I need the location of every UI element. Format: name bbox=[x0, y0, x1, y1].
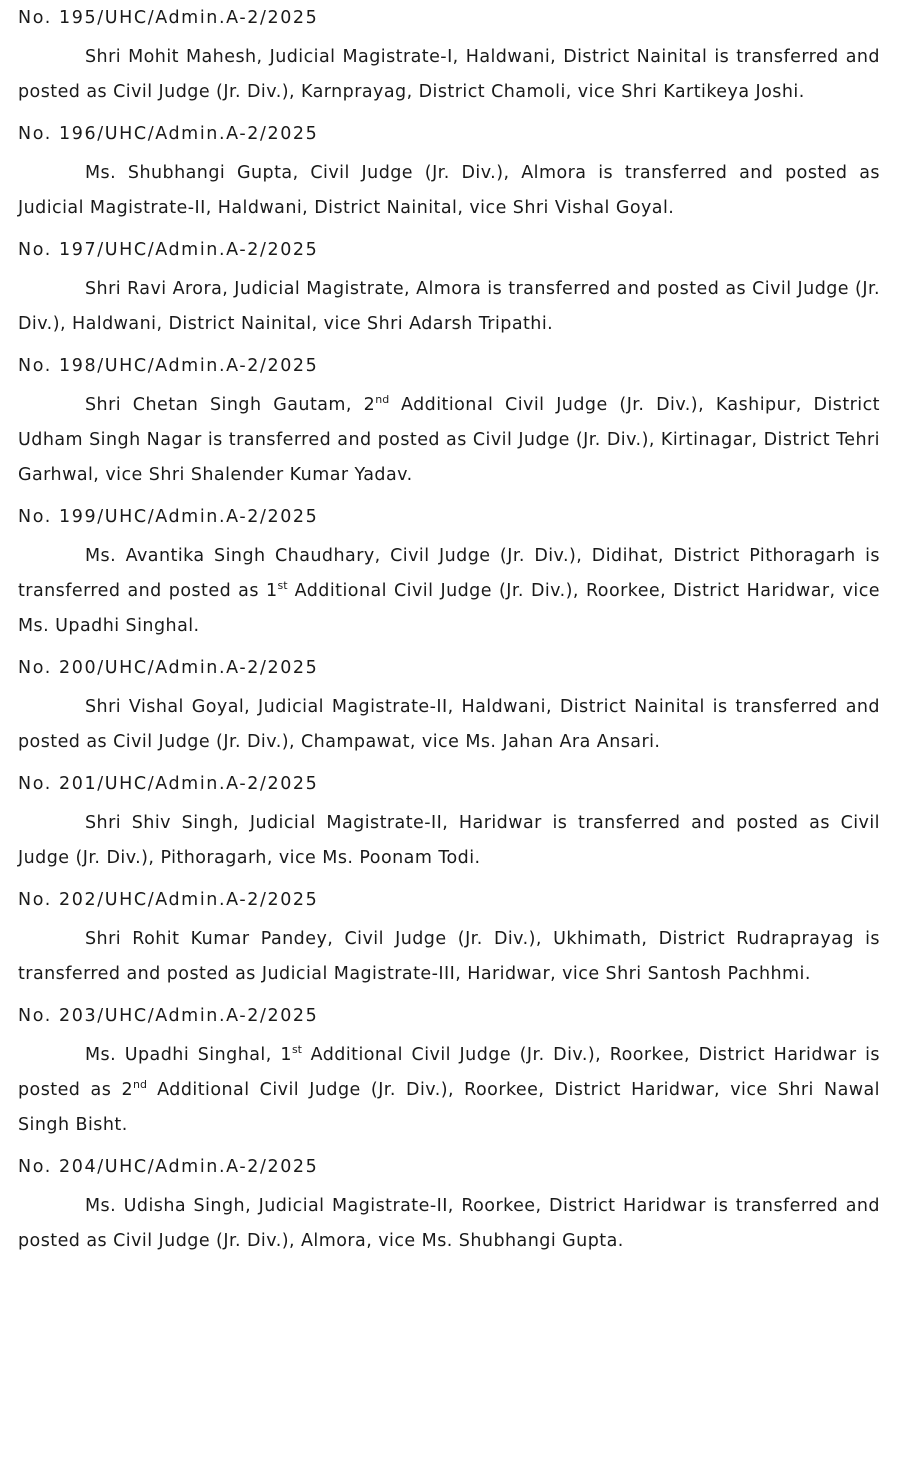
order-text bbox=[18, 806, 880, 876]
order-198 bbox=[18, 354, 880, 493]
order-text bbox=[18, 272, 880, 342]
order-text-segment: Additional Civil Judge (Jr. Div.), Roorkee, District Haridwar is posted as 2 bbox=[18, 1045, 880, 1100]
order-text-segment: Shri Shiv Singh, Judicial Magistrate-II, Haridwar is transferred and posted as Civil Judge (Jr. Div.), Pithoragarh, vice Ms. Poonam Todi. bbox=[18, 813, 880, 868]
order-number: No. 197/UHC/Admin.A-2/2025 bbox=[18, 240, 319, 260]
order-number: No. 203/UHC/Admin.A-2/2025 bbox=[18, 1006, 319, 1026]
order-text bbox=[18, 1038, 880, 1143]
order-text-segment: Additional Civil Judge (Jr. Div.), Roorkee, District Haridwar, vice Ms. Upadhi Singhal. bbox=[18, 581, 881, 636]
order-197 bbox=[18, 238, 880, 342]
order-199 bbox=[18, 505, 880, 644]
order-text-segment: Ms. Upadhi Singhal, 1 bbox=[85, 1045, 292, 1065]
order-number: No. 201/UHC/Admin.A-2/2025 bbox=[18, 774, 319, 794]
order-text-segment: Shri Chetan Singh Gautam, 2 bbox=[85, 395, 376, 415]
order-number: No. 199/UHC/Admin.A-2/2025 bbox=[18, 507, 319, 527]
order-text bbox=[18, 1189, 880, 1259]
ordinal-superscript: st bbox=[291, 1043, 302, 1056]
order-200 bbox=[18, 656, 880, 760]
order-196 bbox=[18, 122, 880, 226]
order-number: No. 200/UHC/Admin.A-2/2025 bbox=[18, 658, 319, 678]
order-text-segment: Ms. Shubhangi Gupta, Civil Judge (Jr. Div.), Almora is transferred and posted as Judicial Magistrate-II, Haldwani, District Nainital, vice Shri Vishal Goyal. bbox=[18, 163, 880, 218]
order-text bbox=[18, 388, 880, 493]
order-text bbox=[18, 539, 880, 644]
order-text bbox=[18, 156, 880, 226]
ordinal-superscript: nd bbox=[133, 1078, 147, 1091]
order-text-segment: Shri Ravi Arora, Judicial Magistrate, Almora is transferred and posted as Civil Judge (Jr. Div.), Haldwani, District Nainital, vice Shri Adarsh Tripathi. bbox=[18, 279, 880, 334]
order-204 bbox=[18, 1155, 880, 1259]
order-number: No. 202/UHC/Admin.A-2/2025 bbox=[18, 890, 319, 910]
order-number: No. 198/UHC/Admin.A-2/2025 bbox=[18, 356, 319, 376]
order-text-segment: Additional Civil Judge (Jr. Div.), Kashipur, District Udham Singh Nagar is transferred and posted as Civil Judge (Jr. Div.), Kirtinagar, District Tehri Garhwal, vice Shri Shalender Kumar Yadav. bbox=[18, 395, 880, 485]
order-text-segment: Shri Mohit Mahesh, Judicial Magistrate-I, Haldwani, District Nainital is transferred and posted as Civil Judge (Jr. Div.), Karnprayag, District Chamoli, vice Shri Kartikeya Joshi. bbox=[18, 47, 880, 102]
order-203 bbox=[18, 1004, 880, 1143]
ordinal-superscript: st bbox=[277, 579, 288, 592]
order-number: No. 195/UHC/Admin.A-2/2025 bbox=[18, 8, 319, 28]
ordinal-superscript: nd bbox=[375, 393, 390, 406]
order-number: No. 196/UHC/Admin.A-2/2025 bbox=[18, 124, 319, 144]
order-text bbox=[18, 690, 880, 760]
order-text-segment: Shri Rohit Kumar Pandey, Civil Judge (Jr. Div.), Ukhimath, District Rudraprayag is transferred and posted as Judicial Magistrate-III, Haridwar, vice Shri Santosh Pachhmi. bbox=[18, 929, 880, 984]
order-text-segment: Additional Civil Judge (Jr. Div.), Roorkee, District Haridwar, vice Shri Nawal Singh Bisht. bbox=[18, 1080, 880, 1135]
order-number: No. 204/UHC/Admin.A-2/2025 bbox=[18, 1157, 319, 1177]
order-text-segment: Ms. Avantika Singh Chaudhary, Civil Judge (Jr. Div.), Didihat, District Pithoragarh is transferred and posted as 1 bbox=[18, 546, 880, 601]
order-195 bbox=[18, 6, 880, 110]
order-text-segment: Shri Vishal Goyal, Judicial Magistrate-II, Haldwani, District Nainital is transferred and posted as Civil Judge (Jr. Div.), Champawat, vice Ms. Jahan Ara Ansari. bbox=[18, 697, 880, 752]
order-202 bbox=[18, 888, 880, 992]
order-201 bbox=[18, 772, 880, 876]
order-text-segment: Ms. Udisha Singh, Judicial Magistrate-II, Roorkee, District Haridwar is transferred and posted as Civil Judge (Jr. Div.), Almora, vice Ms. Shubhangi Gupta. bbox=[18, 1196, 880, 1251]
order-text bbox=[18, 922, 880, 992]
order-text bbox=[18, 40, 880, 110]
